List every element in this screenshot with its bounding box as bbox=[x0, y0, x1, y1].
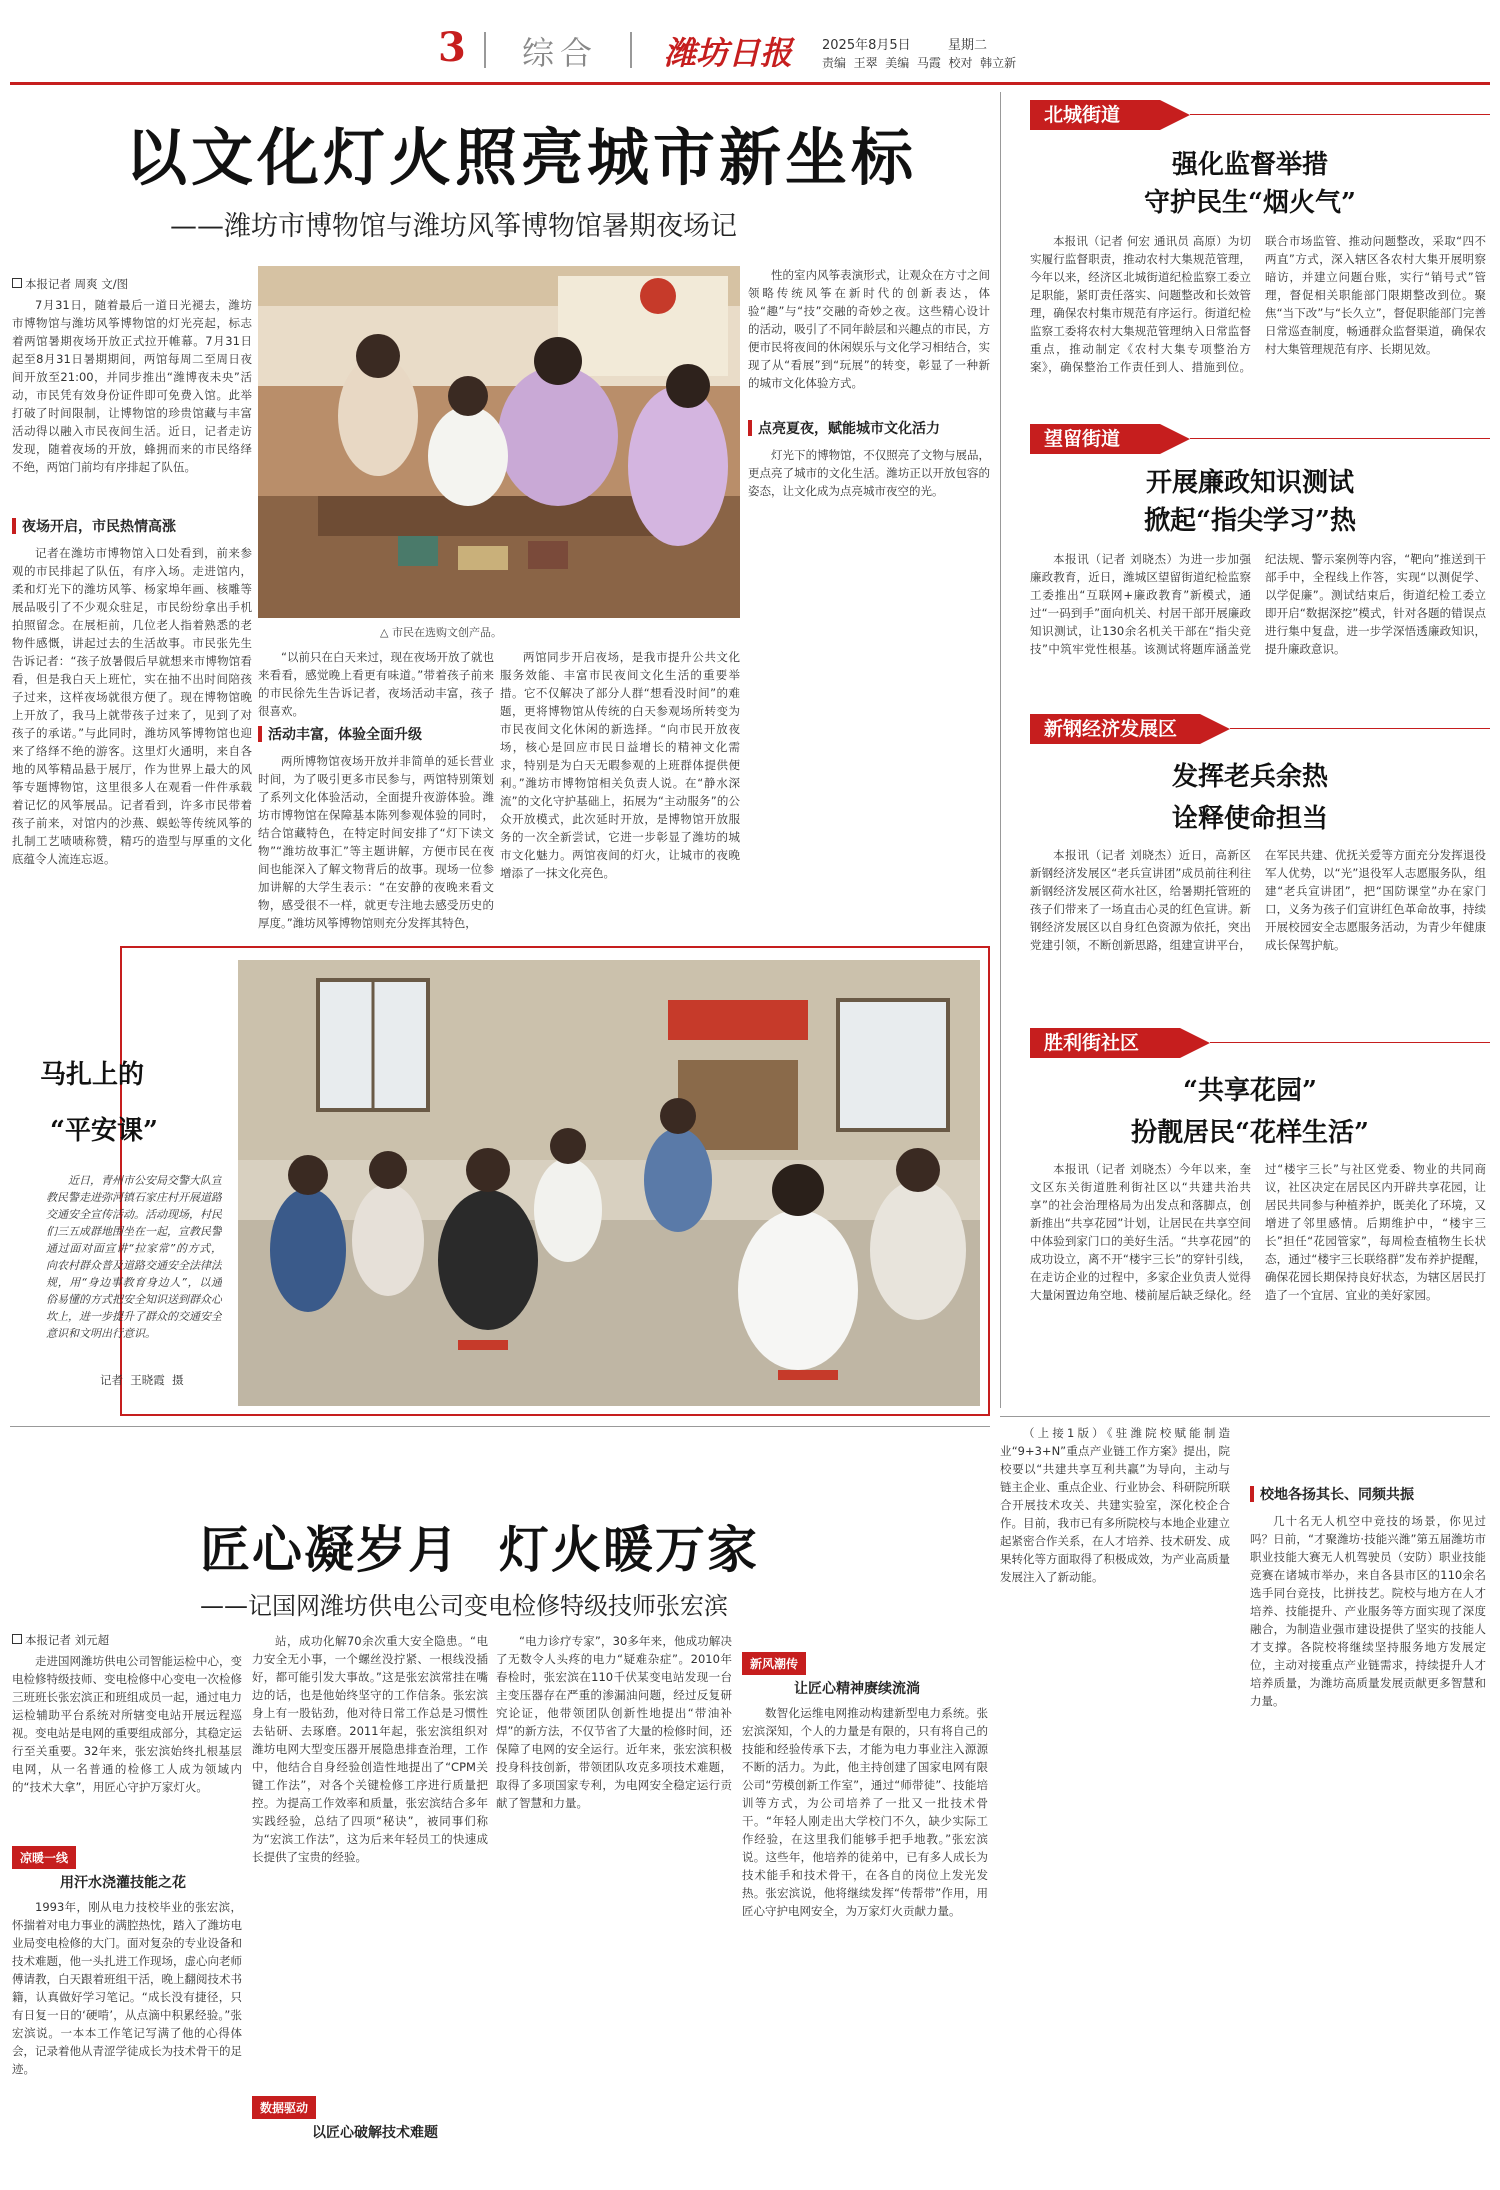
article3-byline bbox=[12, 1632, 109, 1648]
article3-col4-text: 数智化运维电网推动构建新型电力系统。张宏滨深知，个人的力量是有限的，只有将自己的技能和经验传承下去，才能为电力事业注入源源不断的活力。为此，他主持创建了国家电网有限公司“劳模创新工作室”，通过“师带徒”、技能培训等方式，为公司培养了一批又一批技术骨干。“年轻人刚走出大学校门不久，缺少实际工作经验，在这里我们能够手把手地教。”张宏滨说。这些年，他培养的徒弟中，已有多人成长为技术能手和技术骨干，在各自的岗位上发光发热。张宏滨说，他将继续发挥“传帮带”作用，用匠心守护电网安全，为万家灯火贡献力量。 bbox=[742, 1706, 988, 1918]
sidebar-tag-line bbox=[1210, 1042, 1490, 1043]
sub-bar-icon bbox=[748, 420, 752, 436]
article1-sub2-text: 活动丰富，体验全面升级 bbox=[268, 727, 422, 743]
article3-lead bbox=[12, 1652, 242, 1842]
sidebar-tag-xingang: 新钢经济发展区 bbox=[1030, 714, 1200, 744]
museum-photo bbox=[258, 266, 740, 618]
s5-text2 bbox=[1250, 1512, 1486, 2180]
article1-col2a bbox=[258, 648, 494, 718]
sidebar-tag-line bbox=[1230, 728, 1490, 729]
article1-col2c bbox=[500, 648, 740, 938]
s1-text-body: 本报讯（记者 何宏 通讯员 高原）为切实履行监督职责，推动农村大集规范管理，今年以来，经济区北城街道纪检监察工委立足职能，紧盯责任落实、问题整改和长效管理，确保农村集市规范有序运行。街道纪检监察工委将农村大集规范管理纳入日常监督重点，推动制定《农村大集专项整治方案》，确保整治工作责任到人、措施到位。联合市场监管、推动问题整改，采取“四不两直”方式，深入辖区各农村大集开展明察暗访，并建立问题台账，实行“销号式”管理，督促相关职能部门限期整改到位。聚焦“当下改”与“长久立”，督促职能部门完善日常巡查制度，畅通群众监督渠道，确保农村大集管理规范有序、长期见效。 bbox=[1030, 234, 1486, 374]
article1-col3b-text: 灯光下的博物馆，不仅照亮了文物与展品，更点亮了城市的文化生活。潍坊正以开放包容的姿态，让文化成为点亮城市夜空的光。 bbox=[748, 448, 990, 498]
paper-logo: 潍坊日报 bbox=[664, 34, 793, 72]
masthead-divider bbox=[484, 32, 486, 68]
article1-sub1 bbox=[12, 516, 252, 536]
s3-text-body: 本报讯（记者 刘晓杰）近日，高新区新钢经济发展区“老兵宣讲团”成员前往利往新钢经济发展区荷水社区，给暑期托管班的孩子们带来了一场直击心灵的红色宣讲。新钢经济发展区以自身红色资源为依托，突出党建引领，不断创新思路，组建宣讲平台，在军民共建、优抚关爱等方面充分发挥退役军人优势，以“光”退役军人志愿服务队，组建“老兵宣讲团”，把“国防课堂”办在家门口，义务为孩子们宣讲红色革命故事，持续开展校园安全志愿服务活动，为青少年健康成长保驾护航。 bbox=[1030, 848, 1486, 952]
article1-sub1-text: 夜场开启，市民热情高涨 bbox=[22, 519, 176, 535]
sidebar-tag-line bbox=[1190, 114, 1490, 115]
s5-sub bbox=[1250, 1484, 1486, 1504]
article2-credit: 记者 王晓霞 摄 bbox=[100, 1373, 184, 1387]
article1-byline-text: 本报记者 周爽 文/图 bbox=[25, 277, 129, 291]
sub-bar-icon bbox=[258, 726, 262, 742]
article1-sub3 bbox=[748, 418, 990, 438]
issue-date: 2025年8月5日 bbox=[822, 38, 911, 53]
article1-col3a-text: 性的室内风筝表演形式，让观众在方寸之间领略传统风筝在新时代的创新表达，体验“趣”与“技”交融的奇妙之夜。这些精心设计的活动，吸引了不同年龄层和兴趣点的市民，方便市民将夜间的休闲娱乐与文化学习相结合，实现了从“看展”到“玩展”的转变，彰显了一种新的城市文化体验方式。 bbox=[748, 268, 990, 390]
sub-bar-icon bbox=[12, 518, 16, 534]
s2-title-1: 开展廉政知识测试 bbox=[1145, 468, 1354, 498]
sidebar-divider bbox=[1000, 92, 1001, 1408]
article1-sub3-text: 点亮夏夜，赋能城市文化活力 bbox=[758, 421, 940, 437]
section-name: 综合 bbox=[522, 34, 599, 72]
article3-subtitle: ——记国网潍坊供电公司变电检修特级技师张宏滨 bbox=[200, 1592, 728, 1620]
article3-title: 匠心凝岁月 灯火暖万家 bbox=[200, 1520, 759, 1579]
sidebar-tag-line bbox=[1190, 438, 1490, 439]
article3-col1 bbox=[12, 1898, 242, 2180]
s4-text-body: 本报讯（记者 刘晓杰）今年以来，奎文区东关街道胜利街社区以“共建共治共享”的社会治理格局为出发点和落脚点，创新推出“共享花园”计划，让居民在共享空间中体验到家门口的美好生活。“共享花园”的成功设立，离不开“楼宇三长”的穿针引线，在走访企业的过程中，多家企业负责人觉得大量闲置边角空地、楼前屋后缺乏绿化。经过“楼宇三长”与社区党委、物业的共同商议，社区决定在居民区内开辟共享花园，让居民共同参与种植养护，既美化了环境，又增进了邻里感情。后期维护中，“楼宇三长”担任“花园管家”，每周检查植物生长状态，通过“楼宇三长联络群”发布养护提醒，确保花园长期保持良好状态，为辖区居民打造了一个宜居、宜业的美好家园。 bbox=[1030, 1162, 1486, 1302]
sidebar-tag-wangliu: 望留街道 bbox=[1030, 424, 1160, 454]
s4-title-2: 扮靓居民“花样生活” bbox=[1131, 1118, 1369, 1148]
article3-tag3-text: 新风潮传 bbox=[742, 1652, 806, 1675]
safety-class-photo bbox=[238, 960, 980, 1406]
article1-col2a-text: “以前只在白天来过，现在夜场开放了就也来看看，感觉晚上看更有味道。”带着孩子前来的市民徐先生告诉记者，夜场活动丰富，孩子很喜欢。 bbox=[258, 650, 494, 718]
s2-title-2: 掀起“指尖学习”热 bbox=[1144, 506, 1356, 536]
article2-text bbox=[46, 1172, 222, 1368]
s5-text bbox=[1000, 1424, 1230, 2180]
s4-text bbox=[1030, 1160, 1486, 1410]
page-number: 3 bbox=[438, 24, 466, 71]
s3-text bbox=[1030, 846, 1486, 1014]
masthead-rule bbox=[10, 82, 1490, 85]
masthead-divider-2 bbox=[630, 32, 632, 68]
byline-box-icon bbox=[12, 278, 22, 288]
article3-col4 bbox=[742, 1704, 988, 2180]
article3-sub2: 以匠心破解技术难题 bbox=[312, 2125, 438, 2141]
article1-col2b bbox=[258, 752, 494, 938]
article1-col2b-text: 两所博物馆夜场开放并非简单的延长营业时间，为了吸引更多市民参与，两馆特别策划了系列文化体验活动，全面提升夜游体验。潍坊市博物馆在保障基本陈列参观体验的同时，结合馆藏特色，在特定时间安排了“灯下读文物”“潍坊故事汇”等主题讲解，方便市民在夜间也能深入了解文物背后的故事。现场一位参加讲解的大学生表示：“在安静的夜晚来看文物，感受很不一样，就更专注地去感受历史的厚度。”潍坊风筝博物馆则充分发挥其特色， bbox=[258, 754, 494, 930]
article3-col3-text: “电力诊疗专家”，30多年来，他成功解决了无数令人头疼的电力“疑难杂症”。2010年春检时，张宏滨在110千伏某变电站发现一台主变压器存在严重的渗漏油问题，经过反复研究论证，他带领团队创新性地提出“带油补焊”的新方法，不仅节省了大量的检修时间，还保障了电网的安全运行。近年来，张宏滨积极投身科技创新，带领团队攻克多项技术难题，取得了多项国家专利，为电网安全稳定运行贡献了智慧和力量。 bbox=[496, 1634, 732, 1810]
article3-tag2-text: 数据驱动 bbox=[252, 2096, 316, 2119]
s2-text-body: 本报讯（记者 刘晓杰）为进一步加强廉政教育，近日，潍城区望留街道纪检监察工委推出“互联网+廉政教育”新模式，通过“一码到手”面向机关、村居干部开展廉政知识测试，让130余名机关干部在“指尖竞技”中筑牢党性根基。该测试将题库涵盖党纪法规、警示案例等内容，“靶向”推送到干部手中，全程线上作答，实现“以测促学、以学促廉”。测试结束后，街道纪检工委立即开启“数据深挖”模式，针对各题的错误点进行集中复盘，进一步学深悟透廉政知识，提升廉政意识。 bbox=[1030, 552, 1486, 656]
s2-text bbox=[1030, 550, 1486, 708]
s1-title-2: 守护民生“烟火气” bbox=[1144, 188, 1356, 218]
article3-sub1: 用汗水浇灌技能之花 bbox=[60, 1875, 186, 1891]
article1-col1 bbox=[12, 544, 252, 938]
article1-lead-text: 7月31日，随着最后一道日光褪去，潍坊市博物馆与潍坊风筝博物馆的灯光亮起，标志着两馆暑期夜场开放正式拉开帷幕。7月31日起至8月31日暑期期间，两馆每周二至周日夜间开放至21:00，并同步推出“潍博夜未央”活动，市民凭有效身份证件即可免费入馆。此举打破了时间限制，让博物馆的珍贵馆藏与丰富活动得以融入市民夜间生活。近日，记者走访发现，随着夜场的开放，蜂拥而来的市民络绎不绝，两馆门前均有序排起了队伍。 bbox=[12, 298, 252, 474]
article2-text-body: 近日，青州市公安局交警大队宣教民警走进弥河镇石家庄村开展道路交通安全宣传活动。活动现场，村民们三五成群地围坐在一起，宣教民警通过面对面宣讲“拉家常”的方式，向农村群众普及道路交通安全法律法规，用“身边事教育身边人”，以通俗易懂的方式把安全知识送到群众心坎上，进一步提升了群众的交通安全意识和文明出行意识。 bbox=[46, 1174, 222, 1340]
article3-lead-text: 走进国网潍坊供电公司智能运检中心，变电检修特级技师、变电检修中心变电一次检修三班班长张宏滨正和班组成员一起，通过电力运检辅助平台系统对所辖变电站开展远程巡视。变电站是电网的重要组成部分，其稳定运行至关重要。32年来，张宏滨始终扎根基层电网，从一名普通的检修工人成为领域内的“技术大拿”，用匠心守护万家灯火。 bbox=[12, 1654, 242, 1794]
sidebar-bottom-divider bbox=[1000, 1416, 1490, 1417]
article3-byline-text: 本报记者 刘元超 bbox=[25, 1633, 110, 1647]
article1-title: 以文化灯火照亮城市新坐标 bbox=[125, 121, 918, 194]
museum-photo-caption: △ 市民在选购文创产品。 bbox=[380, 626, 502, 639]
article3-sub3: 让匠心精神赓续流淌 bbox=[794, 1681, 920, 1697]
sub-bar-icon bbox=[1250, 1486, 1254, 1502]
s4-title-1: “共享花园” bbox=[1183, 1076, 1317, 1106]
s3-title-2: 诠释使命担当 bbox=[1171, 804, 1328, 834]
article2-title-2: “平安课” bbox=[50, 1116, 158, 1146]
masthead bbox=[0, 0, 1500, 82]
article1-col3b bbox=[748, 446, 990, 846]
byline-box-icon bbox=[12, 1634, 22, 1644]
s3-title-1: 发挥老兵余热 bbox=[1171, 762, 1328, 792]
article3-col2 bbox=[252, 1632, 488, 2082]
article2-title-1: 马扎上的 bbox=[40, 1060, 145, 1090]
article1-col1-text: 记者在潍坊市博物馆入口处看到，前来参观的市民排起了队伍，有序入场。走进馆内，柔和灯光下的潍坊风筝、杨家埠年画、核雕等展品吸引了不少观众驻足，市民纷纷拿出手机拍照留念。在展柜前，几位老人指着熟悉的老物件感慨，讲起过去的生活故事。市民张先生告诉记者：“孩子放暑假后早就想来市博物馆看看，但是我白天上班忙，实在抽不出时间陪孩子过来，这样夜场就很方便了。现在博物馆晚上开放了，我马上就带孩子过来了，见到了对孩子的承诺。”与此同时，潍坊风筝博物馆也迎来了络绎不绝的游客。这里灯火通明，来自各地的风筝精品悬于展厅，作为世界上最大的风筝专题博物馆，这里很多人在观看一件件承载着记忆的风筝展品。记者看到，许多市民带着孩子前来，对馆内的沙燕、蜈蚣等传统风筝的扎制工艺啧啧称赞，精巧的造型与厚重的文化底蕴令人流连忘返。 bbox=[12, 546, 252, 866]
s5-sub-text: 校地各扬其长、同频共振 bbox=[1260, 1487, 1414, 1503]
article3-col3 bbox=[496, 1632, 732, 2180]
article3-tag1-text: 凉暖一线 bbox=[12, 1846, 76, 1869]
museum-photo-image bbox=[258, 266, 740, 618]
article3-tag3 bbox=[742, 1652, 806, 1676]
article1-subtitle: ——潍坊市博物馆与潍坊风筝博物馆暑期夜场记 bbox=[170, 211, 737, 242]
article3-col1-text: 1993年，刚从电力技校毕业的张宏滨，怀揣着对电力事业的满腔热忱，踏入了潍坊电业局变电检修的大门。面对复杂的专业设备和技术难题，他一头扎进工作现场，虚心向老师傅请教，白天跟着班组干活，晚上翻阅技术书籍，认真做好学习笔记。“成长没有捷径，只有日复一日的‘硬啃’，从点滴中积累经验。”张宏滨说。一本本工作笔记写满了他的心得体会，记录着他从青涩学徒成长为技术骨干的足迹。 bbox=[12, 1900, 242, 2076]
s5-text-body: （上接1版）《驻潍院校赋能制造业“9+3+N”重点产业链工作方案》提出，院校要以“共建共享互利共赢”为导向，主动与链主企业、重点企业、行业协会、科研院所联合开展技术攻关、共建实验室，深化校企合作。目前，我市已有多所院校与本地企业建立起紧密合作关系，在人才培养、技术研发、成果转化等方面取得了积极成效，为产业高质量发展注入了新动能。 bbox=[1000, 1426, 1230, 1584]
article1-sub2 bbox=[258, 724, 494, 744]
safety-class-photo-image bbox=[238, 960, 980, 1406]
article3-col2-text: 站，成功化解70余次重大安全隐患。“电力安全无小事，一个螺丝没拧紧、一根线没插好，都可能引发大事故。”这是张宏滨常挂在嘴边的话，也是他始终坚守的工作信条。张宏滨身上有一股钻劲，他对待日常工作总是习惯性去钻研、去琢磨。2011年起，张宏滨组织对潍坊电网大型变压器开展隐患排查治理，工作中，他结合自身经验创造性地提出了“CPM关键工作法”，对各个关键检修工序进行质量把控。为提高工作效率和质量，张宏滨结合多年实践经验，总结了四项“秘诀”，被同事们称为“宏滨工作法”，这为后来年轻员工的快速成长提供了宝贵的经验。 bbox=[252, 1634, 488, 1864]
sidebar-tag-beicheng: 北城街道 bbox=[1030, 100, 1160, 130]
article1-byline bbox=[12, 276, 128, 292]
s5-text2-body: 几十名无人机空中竞技的场景，你见过吗？日前，“才聚潍坊·技能兴潍”第五届潍坊市职业技能大赛无人机驾驶员（安防）职业技能竞赛在诸城市举办，来自各县市区的110余名选手同台竞技，比拼技艺。院校与地方在人才培养、技能提升、产业服务等方面实现了深度融合，为制造业强市建设提供了坚实的技能人才支撑。各院校将继续坚持服务地方发展定位，主动对接重点产业链需求，持续提升人才培养质量，为潍坊高质量发展贡献更多智慧和力量。 bbox=[1250, 1514, 1486, 1708]
article-divider bbox=[10, 1426, 990, 1427]
article1-col3a bbox=[748, 266, 990, 412]
article1-col2c-text: 两馆同步开启夜场，是我市提升公共文化服务效能、丰富市民夜间文化生活的重要举措。它不仅解决了部分人群“想看没时间”的难题，更将博物馆从传统的白天参观场所转变为市民夜间文化休闲的新选择。“向市民开放夜场，核心是回应市民日益增长的精神文化需求，特别是为白天无暇参观的上班群体提供便利。”潍坊市博物馆相关负责人说。在“静水深流”的文化守护基础上，拓展为“主动服务”的公众开放模式，此次延时开放，是博物馆开放服务的一次全新尝试，它进一步彰显了潍坊的城市文化魅力。两馆夜间的灯火，让城市的夜晚增添了一抹文化亮色。 bbox=[500, 650, 740, 880]
editor-credits: 责编 王翠 美编 马霞 校对 韩立新 bbox=[822, 56, 1017, 70]
s1-title-1: 强化监督举措 bbox=[1171, 150, 1328, 180]
issue-weekday: 星期二 bbox=[948, 38, 988, 53]
article1-lead bbox=[12, 296, 252, 510]
sidebar-tag-shengli: 胜利街社区 bbox=[1030, 1028, 1180, 1058]
article3-tag2 bbox=[252, 2096, 316, 2120]
article3-tag1 bbox=[12, 1846, 242, 1870]
s1-text bbox=[1030, 232, 1486, 418]
